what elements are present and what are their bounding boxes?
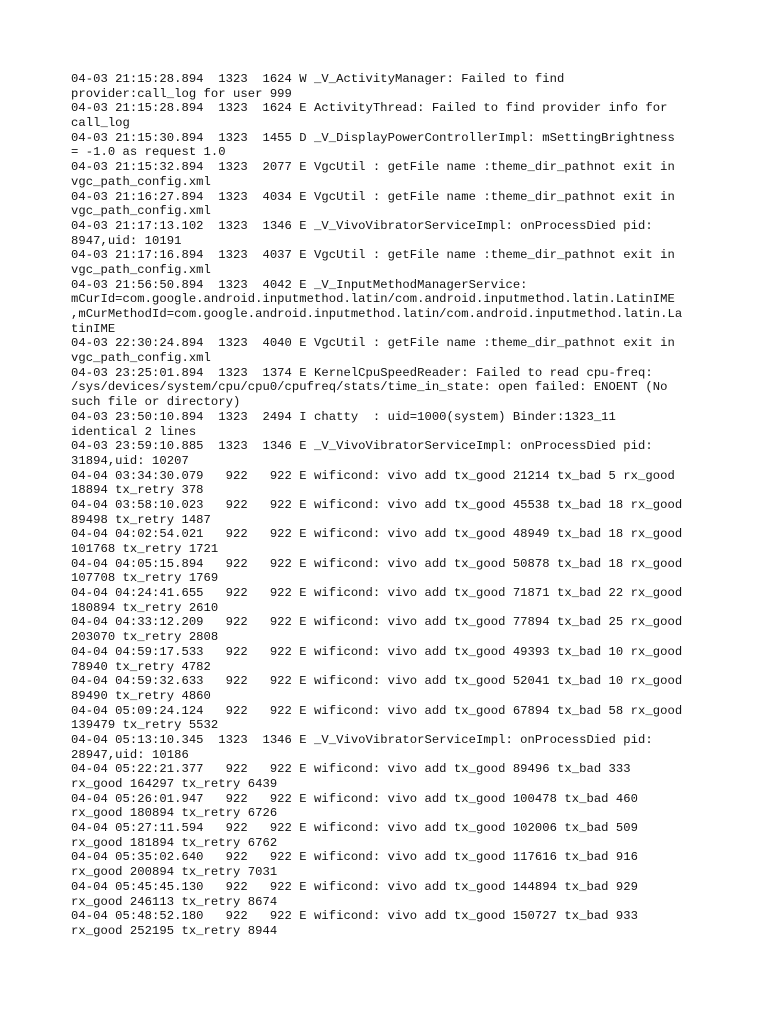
log-line: 04-03 23:50:10.894 1323 2494 I chatty : uid=1000(system) Binder:1323_11 xyxy=(71,409,616,424)
log-line: 04-03 21:15:32.894 1323 2077 E VgcUtil : getFile name :theme_dir_pathnot exit in xyxy=(71,160,675,175)
log-line: 31894,uid: 10207 xyxy=(71,453,189,468)
log-line: 04-03 21:15:28.894 1323 1624 E ActivityThread: Failed to find provider info for xyxy=(71,101,668,116)
log-line: 180894 tx_retry 2610 xyxy=(71,600,219,615)
log-line: 101768 tx_retry 1721 xyxy=(71,542,219,556)
log-line: 04-04 05:45:45.130 922 922 E wificond: vivo add tx_good 144894 tx_bad 929 xyxy=(71,879,639,894)
log-line: tinIME xyxy=(71,321,116,336)
log-line: 04-03 23:59:10.885 1323 1346 E _V_VivoVibratorServiceImpl: onProcessDied pid: xyxy=(71,439,653,454)
log-line: vgc_path_config.xml xyxy=(71,351,211,366)
log-line: /sys/devices/system/cpu/cpu0/cpufreq/stats/time_in_state: open failed: ENOENT (No xyxy=(71,380,668,395)
log-line: 18894 tx_retry 378 xyxy=(71,483,204,498)
log-line: 04-03 21:17:16.894 1323 4037 E VgcUtil : getFile name :theme_dir_pathnot exit in xyxy=(71,248,675,263)
log-line: 107708 tx_retry 1769 xyxy=(71,571,219,586)
log-line: 04-04 04:05:15.894 922 922 E wificond: vivo add tx_good 50878 tx_bad 18 rx_good xyxy=(71,556,683,571)
log-line: 203070 tx_retry 2808 xyxy=(71,630,219,645)
log-line: 04-03 21:15:28.894 1323 1624 W _V_ActivityManager: Failed to find xyxy=(71,72,565,86)
log-line: 139479 tx_retry 5532 xyxy=(71,718,219,733)
log-line: 89498 tx_retry 1487 xyxy=(71,512,211,527)
log-line: 04-04 04:59:17.533 922 922 E wificond: vivo add tx_good 49393 tx_bad 10 rx_good xyxy=(71,644,683,659)
log-line: ,mCurMethodId=com.google.android.inputmethod.latin/com.android.inputmethod.latin.La xyxy=(71,307,683,321)
log-line: 04-04 05:35:02.640 922 922 E wificond: vivo add tx_good 117616 tx_bad 916 xyxy=(71,850,639,865)
log-line: identical 2 lines xyxy=(71,424,197,439)
log-line: rx_good 246113 tx_retry 8674 xyxy=(71,894,278,909)
log-line: rx_good 181894 tx_retry 6762 xyxy=(71,835,278,850)
log-line: 04-04 04:59:32.633 922 922 E wificond: vivo add tx_good 52041 tx_bad 10 rx_good xyxy=(71,674,683,689)
log-line: such file or directory) xyxy=(71,395,241,410)
log-line: 04-04 05:27:11.594 922 922 E wificond: vivo add tx_good 102006 tx_bad 509 xyxy=(71,821,639,836)
log-line: 04-03 22:30:24.894 1323 4040 E VgcUtil : getFile name :theme_dir_pathnot exit in xyxy=(71,336,675,351)
log-line: 89490 tx_retry 4860 xyxy=(71,688,211,703)
log-line: 04-04 04:33:12.209 922 922 E wificond: vivo add tx_good 77894 tx_bad 25 rx_good xyxy=(71,615,683,630)
log-line: rx_good 200894 tx_retry 7031 xyxy=(71,865,278,880)
log-line: vgc_path_config.xml xyxy=(71,262,211,277)
log-line: call_log xyxy=(71,116,130,131)
log-line: 04-04 04:02:54.021 922 922 E wificond: vivo add tx_good 48949 tx_bad 18 rx_good xyxy=(71,527,683,542)
log-text-block xyxy=(71,72,703,939)
log-line: 28947,uid: 10186 xyxy=(71,747,189,762)
log-line: provider:call_log for user 999 xyxy=(71,86,292,101)
log-line: 04-04 03:58:10.023 922 922 E wificond: vivo add tx_good 45538 tx_bad 18 rx_good xyxy=(71,497,683,512)
log-line: 04-04 05:22:21.377 922 922 E wificond: vivo add tx_good 89496 tx_bad 333 xyxy=(71,762,631,777)
log-line: 04-04 05:26:01.947 922 922 E wificond: vivo add tx_good 100478 tx_bad 460 xyxy=(71,791,639,806)
log-line: rx_good 252195 tx_retry 8944 xyxy=(71,923,278,938)
log-line: 04-03 21:15:30.894 1323 1455 D _V_DisplayPowerControllerImpl: mSettingBrightness xyxy=(71,130,675,145)
log-line: 04-03 23:25:01.894 1323 1374 E KernelCpuSpeedReader: Failed to read cpu-freq: xyxy=(71,365,653,380)
log-line: mCurId=com.google.android.inputmethod.latin/com.android.inputmethod.latin.LatinIME xyxy=(71,292,675,307)
log-line: 04-04 05:13:10.345 1323 1346 E _V_VivoVibratorServiceImpl: onProcessDied pid: xyxy=(71,732,653,747)
log-line: 04-03 21:16:27.894 1323 4034 E VgcUtil : getFile name :theme_dir_pathnot exit in xyxy=(71,189,675,204)
log-line: 78940 tx_retry 4782 xyxy=(71,659,211,674)
log-line: vgc_path_config.xml xyxy=(71,204,211,219)
log-line: vgc_path_config.xml xyxy=(71,174,211,189)
log-line: 04-03 21:56:50.894 1323 4042 E _V_InputMethodManagerService: xyxy=(71,277,528,292)
log-line: 04-04 03:34:30.079 922 922 E wificond: vivo add tx_good 21214 tx_bad 5 rx_good xyxy=(71,468,675,483)
log-line: 04-03 21:17:13.102 1323 1346 E _V_VivoVibratorServiceImpl: onProcessDied pid: xyxy=(71,218,653,233)
log-line: rx_good 180894 tx_retry 6726 xyxy=(71,806,278,821)
log-line: 04-04 04:24:41.655 922 922 E wificond: vivo add tx_good 71871 tx_bad 22 rx_good xyxy=(71,586,683,601)
log-line: = -1.0 as request 1.0 xyxy=(71,145,226,160)
log-line: 04-04 05:09:24.124 922 922 E wificond: vivo add tx_good 67894 tx_bad 58 rx_good xyxy=(71,703,683,718)
log-line: rx_good 164297 tx_retry 6439 xyxy=(71,777,278,791)
log-line: 8947,uid: 10191 xyxy=(71,233,182,248)
log-line: 04-04 05:48:52.180 922 922 E wificond: vivo add tx_good 150727 tx_bad 933 xyxy=(71,909,639,924)
